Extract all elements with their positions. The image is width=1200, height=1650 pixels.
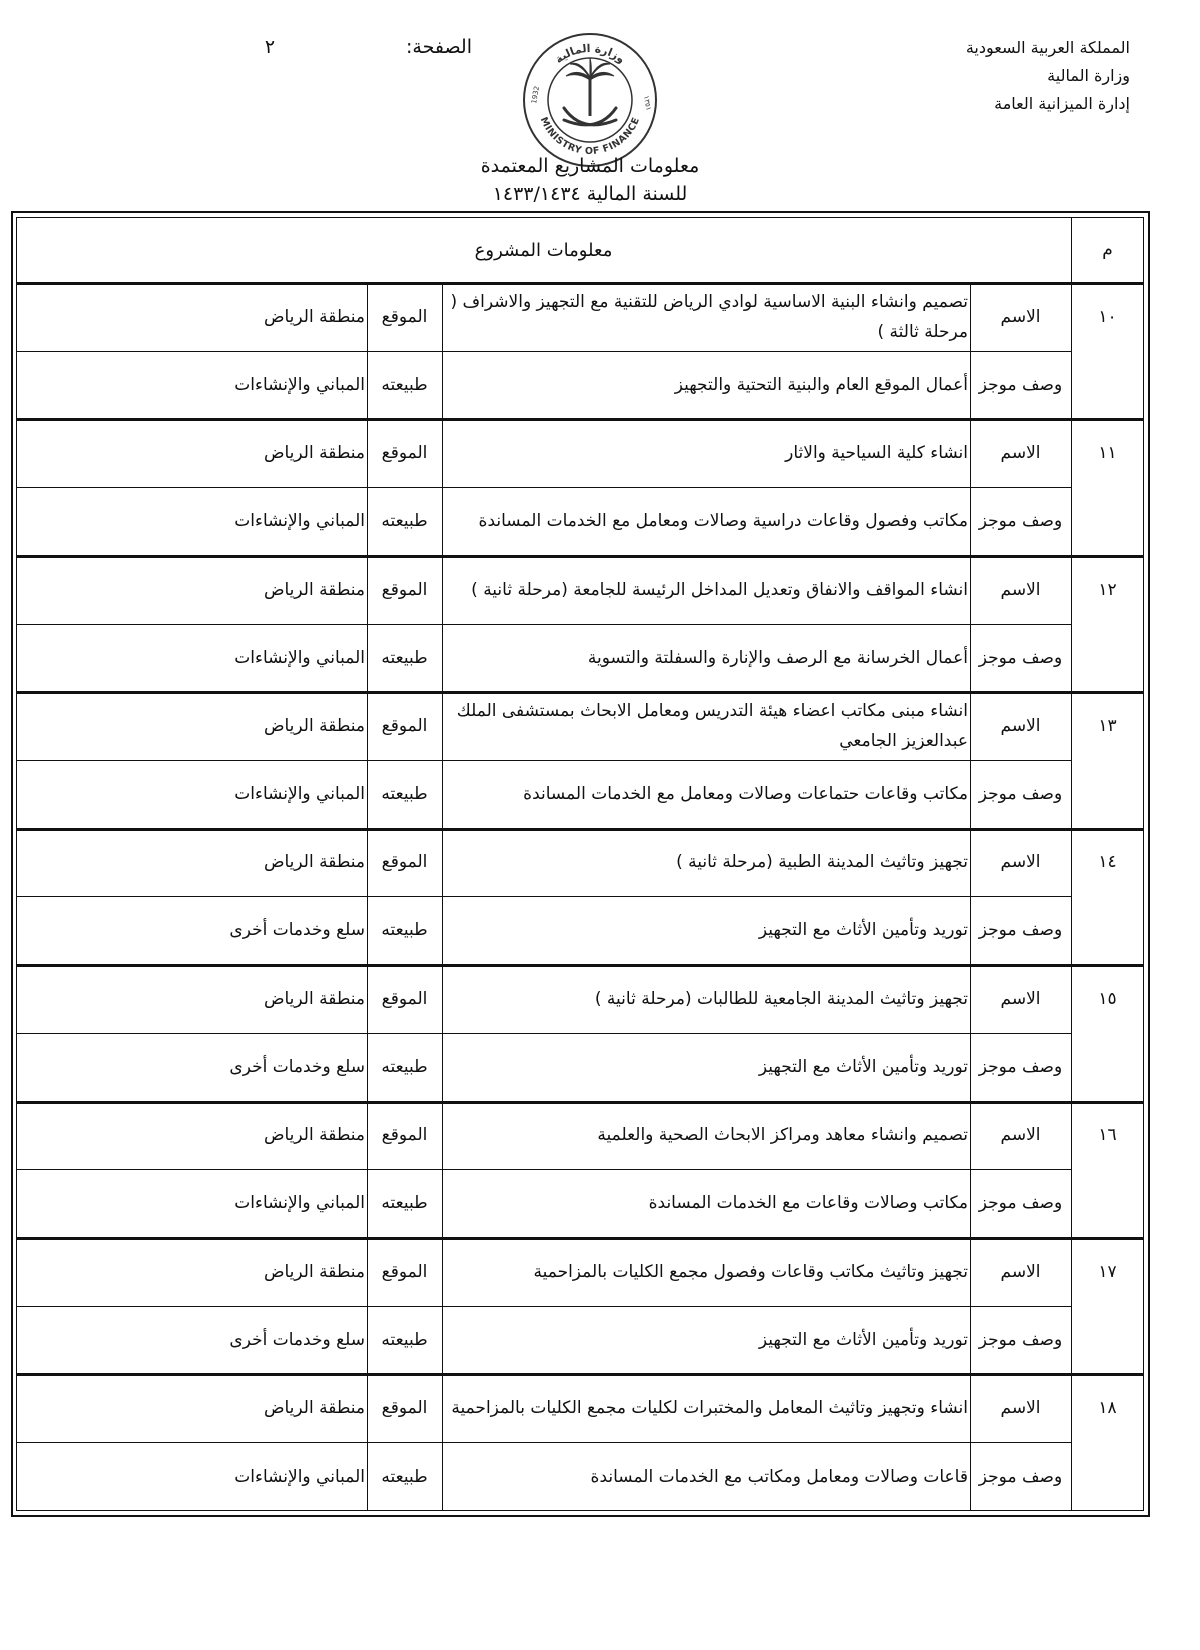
nature-label: طبيعته <box>381 511 428 531</box>
nature-label: طبيعته <box>381 1466 428 1487</box>
name-label: الاسم <box>1000 988 1041 1009</box>
project-location: منطقة الرياض <box>263 442 365 463</box>
project-nature: سلع وخدمات أخرى <box>229 1057 365 1077</box>
project-description: أعمال الخرسانة مع الرصف والإنارة والسفلتة والتسوية <box>587 647 968 668</box>
project-location: منطقة الرياض <box>263 579 365 600</box>
project-number: ١٧ <box>1098 1261 1117 1282</box>
description-label: وصف موجز <box>978 1193 1063 1213</box>
project-number: ١٥ <box>1098 988 1117 1009</box>
nature-label: طبيعته <box>381 1057 428 1077</box>
org-line-department: إدارة الميزانية العامة <box>994 94 1130 113</box>
seal-english-text: MINISTRY OF FINANCE <box>537 115 643 158</box>
column-header-number: م <box>1102 240 1113 260</box>
name-label: الاسم <box>1000 1261 1041 1282</box>
project-name: انشاء وتجهيز وتاثيث المعامل والمختبرات لكليات مجمع الكليات بالمزاحمية <box>451 1397 968 1418</box>
project-location: منطقة الرياض <box>263 1397 365 1418</box>
project-name: تجهيز وتاثيث مكاتب وقاعات وفصول مجمع الكليات بالمزاحمية <box>533 1261 968 1282</box>
project-location: منطقة الرياض <box>263 1261 365 1282</box>
project-description: توريد وتأمين الأثاث مع التجهيز <box>758 1329 968 1350</box>
description-label: وصف موجز <box>978 511 1063 531</box>
seal-year-hijri: ١٣٥١ <box>642 94 653 112</box>
project-number: ١١ <box>1098 442 1117 463</box>
project-location: منطقة الرياض <box>263 988 365 1009</box>
project-location: منطقة الرياض <box>263 852 365 872</box>
table-header-row <box>16 217 1144 283</box>
project-nature: المباني والإنشاءات <box>234 1193 365 1213</box>
name-label: الاسم <box>1000 1397 1041 1418</box>
description-label: وصف موجز <box>978 374 1063 395</box>
name-label: الاسم <box>1000 852 1041 872</box>
page-label: الصفحة: <box>405 36 472 58</box>
project-name: تصميم وانشاء البنية الاساسية لوادي الرياض للتقنية مع التجهيز والاشراف ( مرحلة ثالثة ) <box>450 292 968 342</box>
project-nature: المباني والإنشاءات <box>234 647 365 668</box>
project-description: أعمال الموقع العام والبنية التحتية والتجهيز <box>674 374 968 395</box>
project-nature: المباني والإنشاءات <box>234 784 365 804</box>
name-label: الاسم <box>1000 715 1041 736</box>
nature-label: طبيعته <box>381 1193 428 1213</box>
project-location: منطقة الرياض <box>263 1125 365 1145</box>
project-number: ١٠ <box>1098 307 1117 327</box>
project-description: مكاتب وفصول وقاعات دراسية وصالات ومعامل مع الخدمات المساندة <box>478 511 968 531</box>
project-name: تجهيز وتاثيث المدينة الجامعية للطالبات (مرحلة ثانية ) <box>594 988 968 1009</box>
project-number: ١٤ <box>1098 852 1117 872</box>
name-label: الاسم <box>1000 307 1041 327</box>
location-label: الموقع <box>381 988 428 1009</box>
ministry-of-finance-seal <box>520 30 660 170</box>
project-description: توريد وتأمين الأثاث مع التجهيز <box>758 1057 968 1077</box>
project-name: انشاء كلية السياحية والاثار <box>785 442 968 463</box>
organization-block <box>966 34 1130 118</box>
seal-arabic-text: وزارة المالية <box>552 41 628 67</box>
name-label: الاسم <box>1000 442 1041 463</box>
project-number: ١٨ <box>1098 1397 1117 1418</box>
name-label: الاسم <box>1000 579 1041 600</box>
project-number: ١٦ <box>1098 1125 1117 1145</box>
project-nature: سلع وخدمات أخرى <box>229 920 365 940</box>
description-label: وصف موجز <box>978 1466 1063 1487</box>
description-label: وصف موجز <box>978 920 1063 940</box>
project-name: انشاء مبنى مكاتب اعضاء هيئة التدريس ومعامل الابحاث بمستشفى الملك عبدالعزيز الجامعي <box>456 700 968 751</box>
project-name: انشاء المواقف والانفاق وتعديل المداخل الرئيسة للجامعة (مرحلة ثانية ) <box>471 579 968 600</box>
project-location: منطقة الرياض <box>263 715 365 736</box>
org-line-kingdom: المملكة العربية السعودية <box>965 38 1130 57</box>
project-name: تجهيز وتاثيث المدينة الطبية (مرحلة ثانية ) <box>676 852 968 872</box>
project-description: مكاتب وصالات وقاعات مع الخدمات المساندة <box>648 1193 968 1213</box>
name-label: الاسم <box>1000 1125 1041 1145</box>
project-nature: سلع وخدمات أخرى <box>229 1329 365 1350</box>
location-label: الموقع <box>381 852 428 872</box>
nature-label: طبيعته <box>381 374 428 395</box>
nature-label: طبيعته <box>381 920 428 940</box>
location-label: الموقع <box>381 307 428 327</box>
description-label: وصف موجز <box>978 784 1063 804</box>
project-number: ١٢ <box>1098 579 1117 600</box>
project-nature: المباني والإنشاءات <box>234 1466 365 1487</box>
project-nature: المباني والإنشاءات <box>234 511 365 531</box>
project-location: منطقة الرياض <box>263 307 365 327</box>
document-subtitle: للسنة المالية ١٤٣٣/١٤٣٤ <box>492 183 688 205</box>
document-title: معلومات المشاريع المعتمدة <box>480 155 700 177</box>
location-label: الموقع <box>381 1261 428 1282</box>
nature-label: طبيعته <box>381 647 428 668</box>
project-description: توريد وتأمين الأثاث مع التجهيز <box>758 920 968 940</box>
nature-label: طبيعته <box>381 784 428 804</box>
project-nature: المباني والإنشاءات <box>234 374 365 395</box>
nature-label: طبيعته <box>381 1329 428 1350</box>
seal-year-gregorian: 1932 <box>530 85 542 105</box>
org-line-ministry: وزارة المالية <box>1047 66 1130 85</box>
project-name: تصميم وانشاء معاهد ومراكز الابحاث الصحية والعلمية <box>597 1125 968 1145</box>
page-number: ٢ <box>264 36 276 58</box>
location-label: الموقع <box>381 579 428 600</box>
location-label: الموقع <box>381 442 428 463</box>
location-label: الموقع <box>381 715 428 736</box>
project-number: ١٣ <box>1098 715 1117 736</box>
project-description: مكاتب وقاعات حتماعات وصالات ومعامل مع الخدمات المساندة <box>523 784 968 804</box>
project-description: قاعات وصالات ومعامل ومكاتب مع الخدمات المساندة <box>590 1466 968 1487</box>
column-header-project-info: معلومات المشروع <box>474 239 613 261</box>
palm-tree-icon <box>566 58 614 116</box>
description-label: وصف موجز <box>978 1057 1063 1077</box>
location-label: الموقع <box>381 1125 428 1145</box>
description-label: وصف موجز <box>978 1329 1063 1350</box>
description-label: وصف موجز <box>978 647 1063 668</box>
location-label: الموقع <box>381 1397 428 1418</box>
